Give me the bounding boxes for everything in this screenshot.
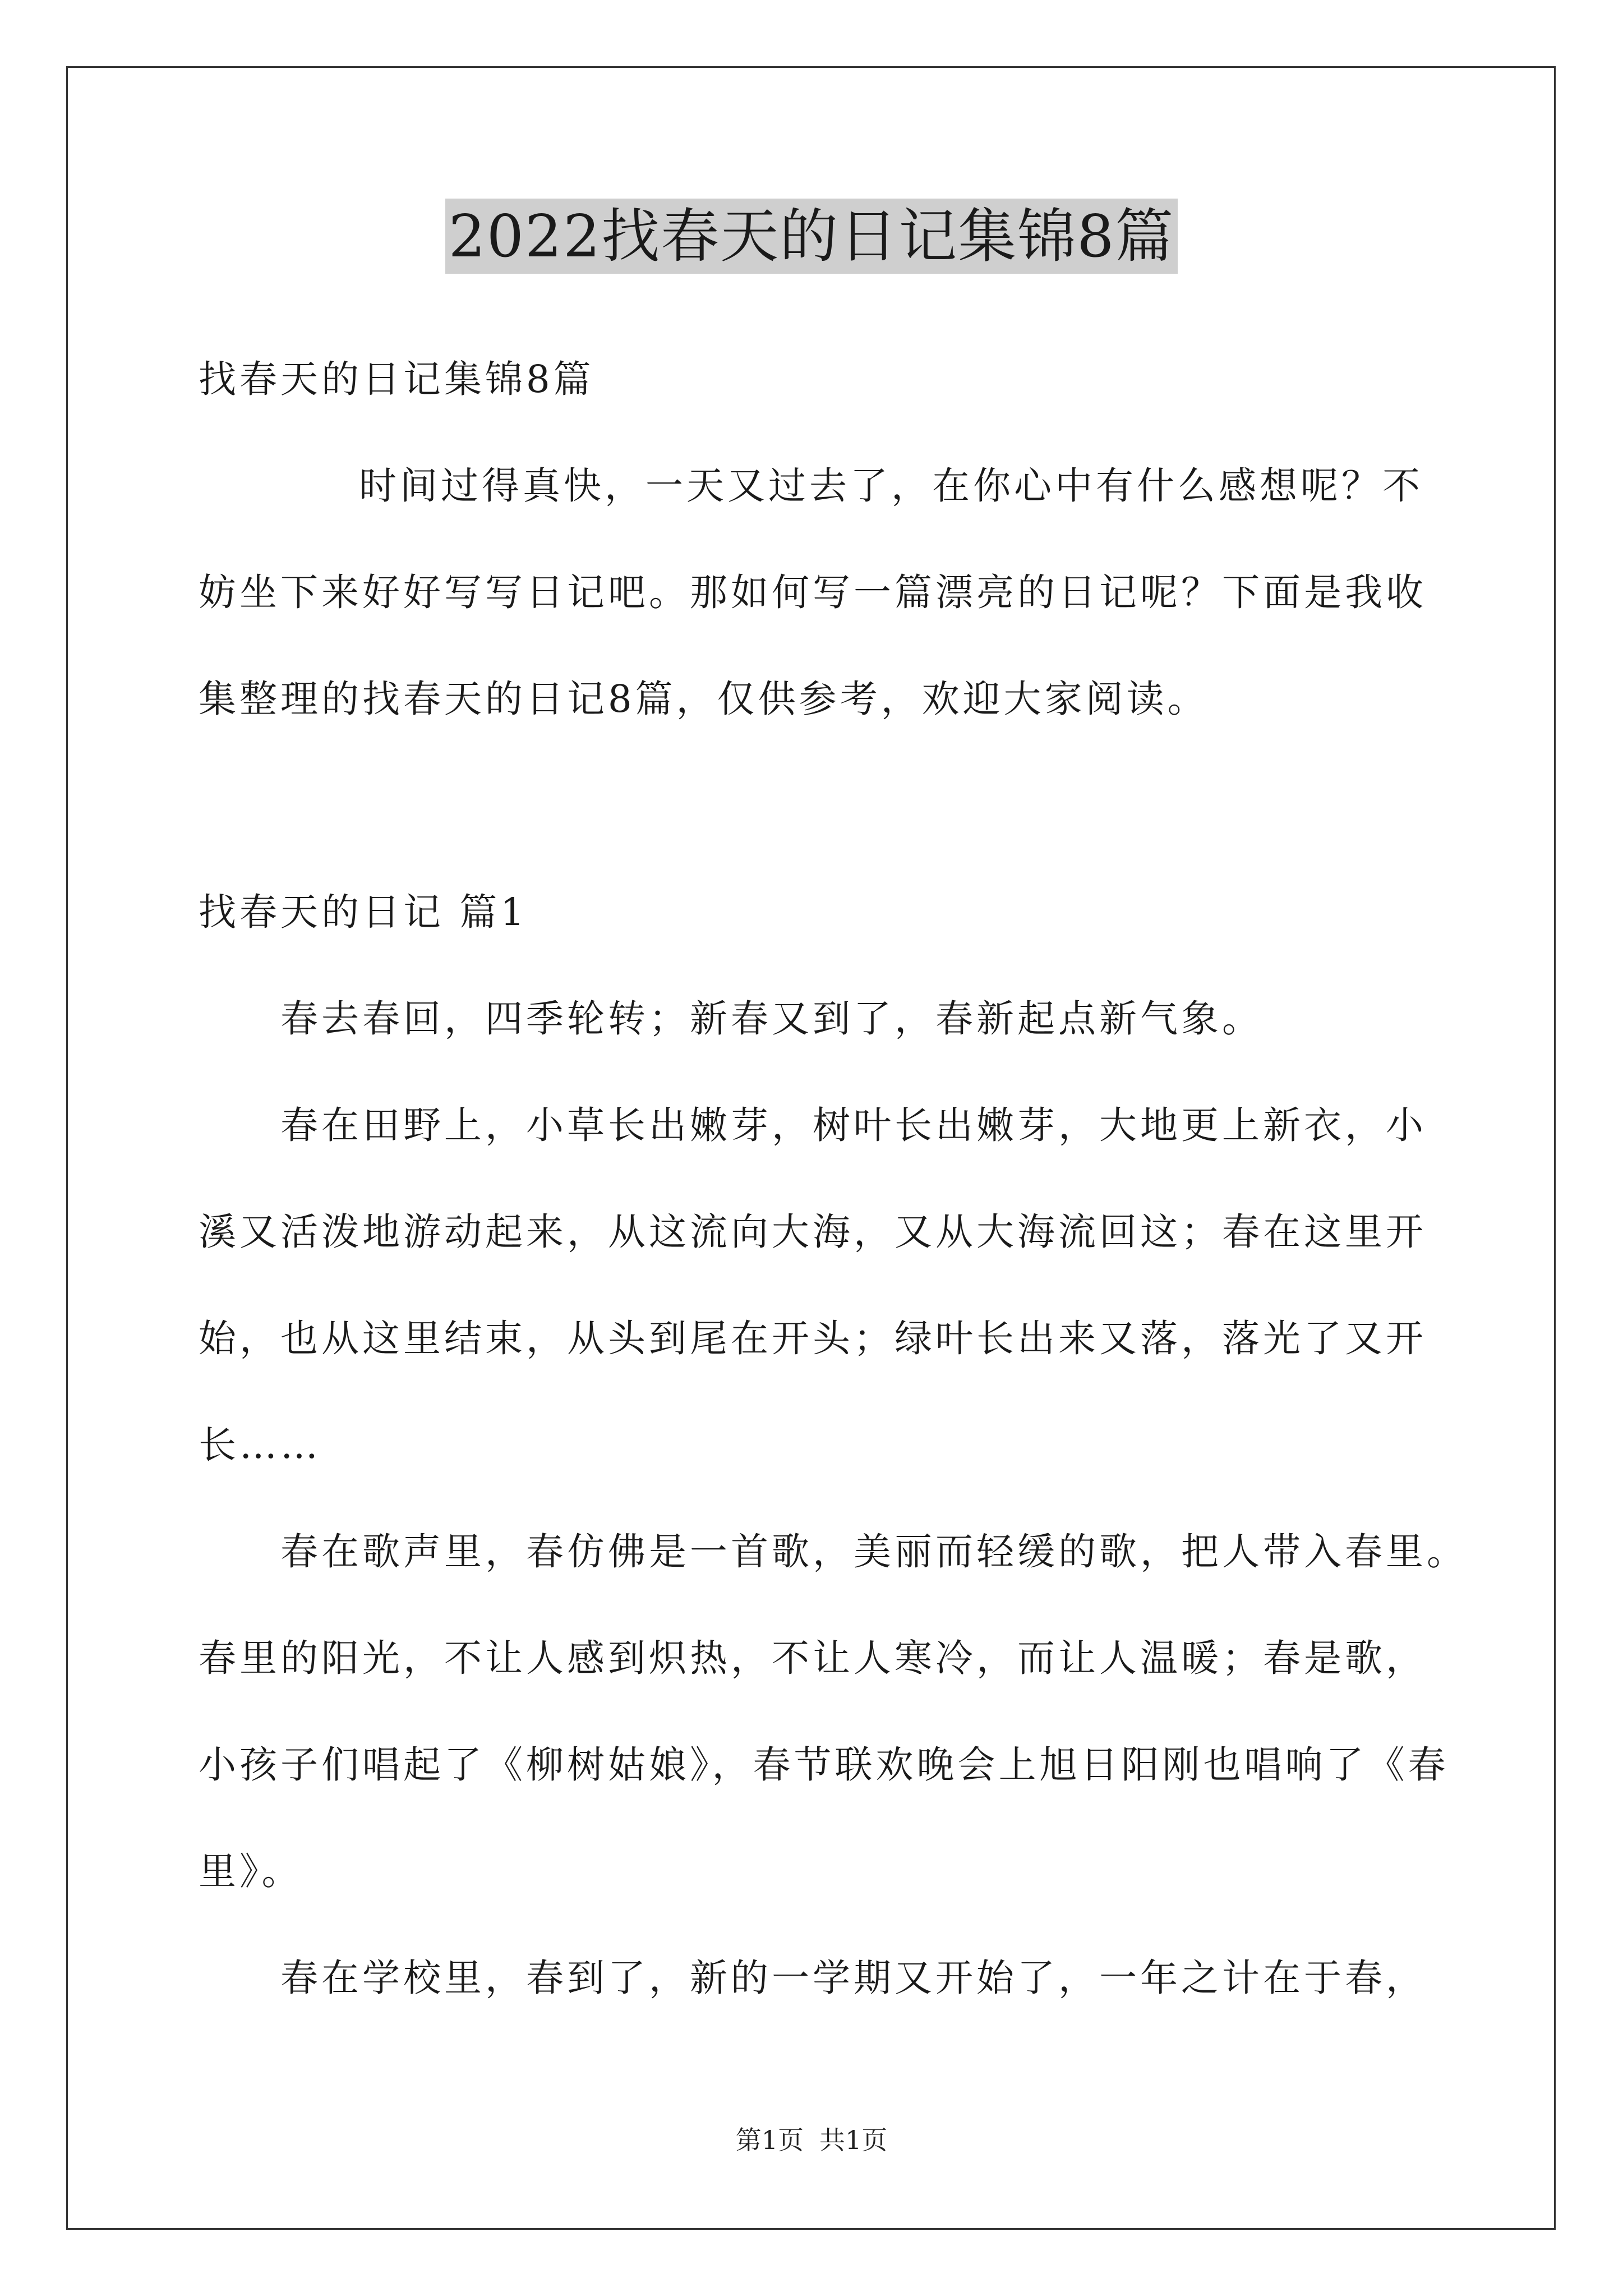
page-number-total: 共1页 bbox=[819, 2125, 888, 2155]
paragraph-line: 春在歌声里，春仿佛是一首歌，美丽而轻缓的歌，把人带入春里。 bbox=[280, 1530, 1468, 1573]
page-footer bbox=[0, 2123, 1623, 2157]
paragraph-line: 春去春回，四季轮转；新春又到了，春新起点新气象。 bbox=[280, 997, 1263, 1041]
paragraph-line: 长…… bbox=[199, 1423, 321, 1467]
paragraph-line: 集整理的找春天的日记8篇，仅供参考，欢迎大家阅读。 bbox=[199, 677, 1209, 721]
paragraph-line: 春在学校里，春到了，新的一学期又开始了，一年之计在于春， bbox=[280, 1956, 1427, 2000]
paragraph-line: 春里的阳光，不让人感到炽热，不让人寒冷，而让人温暖；春是歌， bbox=[199, 1636, 1427, 1680]
page-number-current: 第1页 bbox=[735, 2125, 804, 2155]
paragraph-line: 妨坐下来好好写写日记吧。那如何写一篇漂亮的日记呢？下面是我收 bbox=[199, 570, 1427, 614]
section-heading: 找春天的日记 篇1 bbox=[199, 890, 528, 934]
paragraph-line: 里》。 bbox=[199, 1849, 303, 1893]
paragraph-line: 始，也从这里结束，从头到尾在开头；绿叶长出来又落，落光了又开 bbox=[199, 1317, 1427, 1360]
paragraph-line: 春在田野上，小草长出嫩芽，树叶长出嫩芽，大地更上新衣，小 bbox=[280, 1103, 1427, 1147]
subtitle-line: 找春天的日记集锦8篇 bbox=[199, 357, 594, 401]
paragraph-line: 小孩子们唱起了《柳树姑娘》，春节联欢晚会上旭日阳刚也唱响了《春 bbox=[199, 1743, 1449, 1787]
paragraph-line: 溪又活泼地游动起来，从这流向大海，又从大海流回这；春在这里开 bbox=[199, 1210, 1427, 1254]
title-wrap bbox=[0, 199, 1623, 274]
paragraph-line: 时间过得真快，一天又过去了，在你心中有什么感想呢？不 bbox=[359, 464, 1423, 508]
document-title: 2022找春天的日记集锦8篇 bbox=[445, 199, 1178, 274]
